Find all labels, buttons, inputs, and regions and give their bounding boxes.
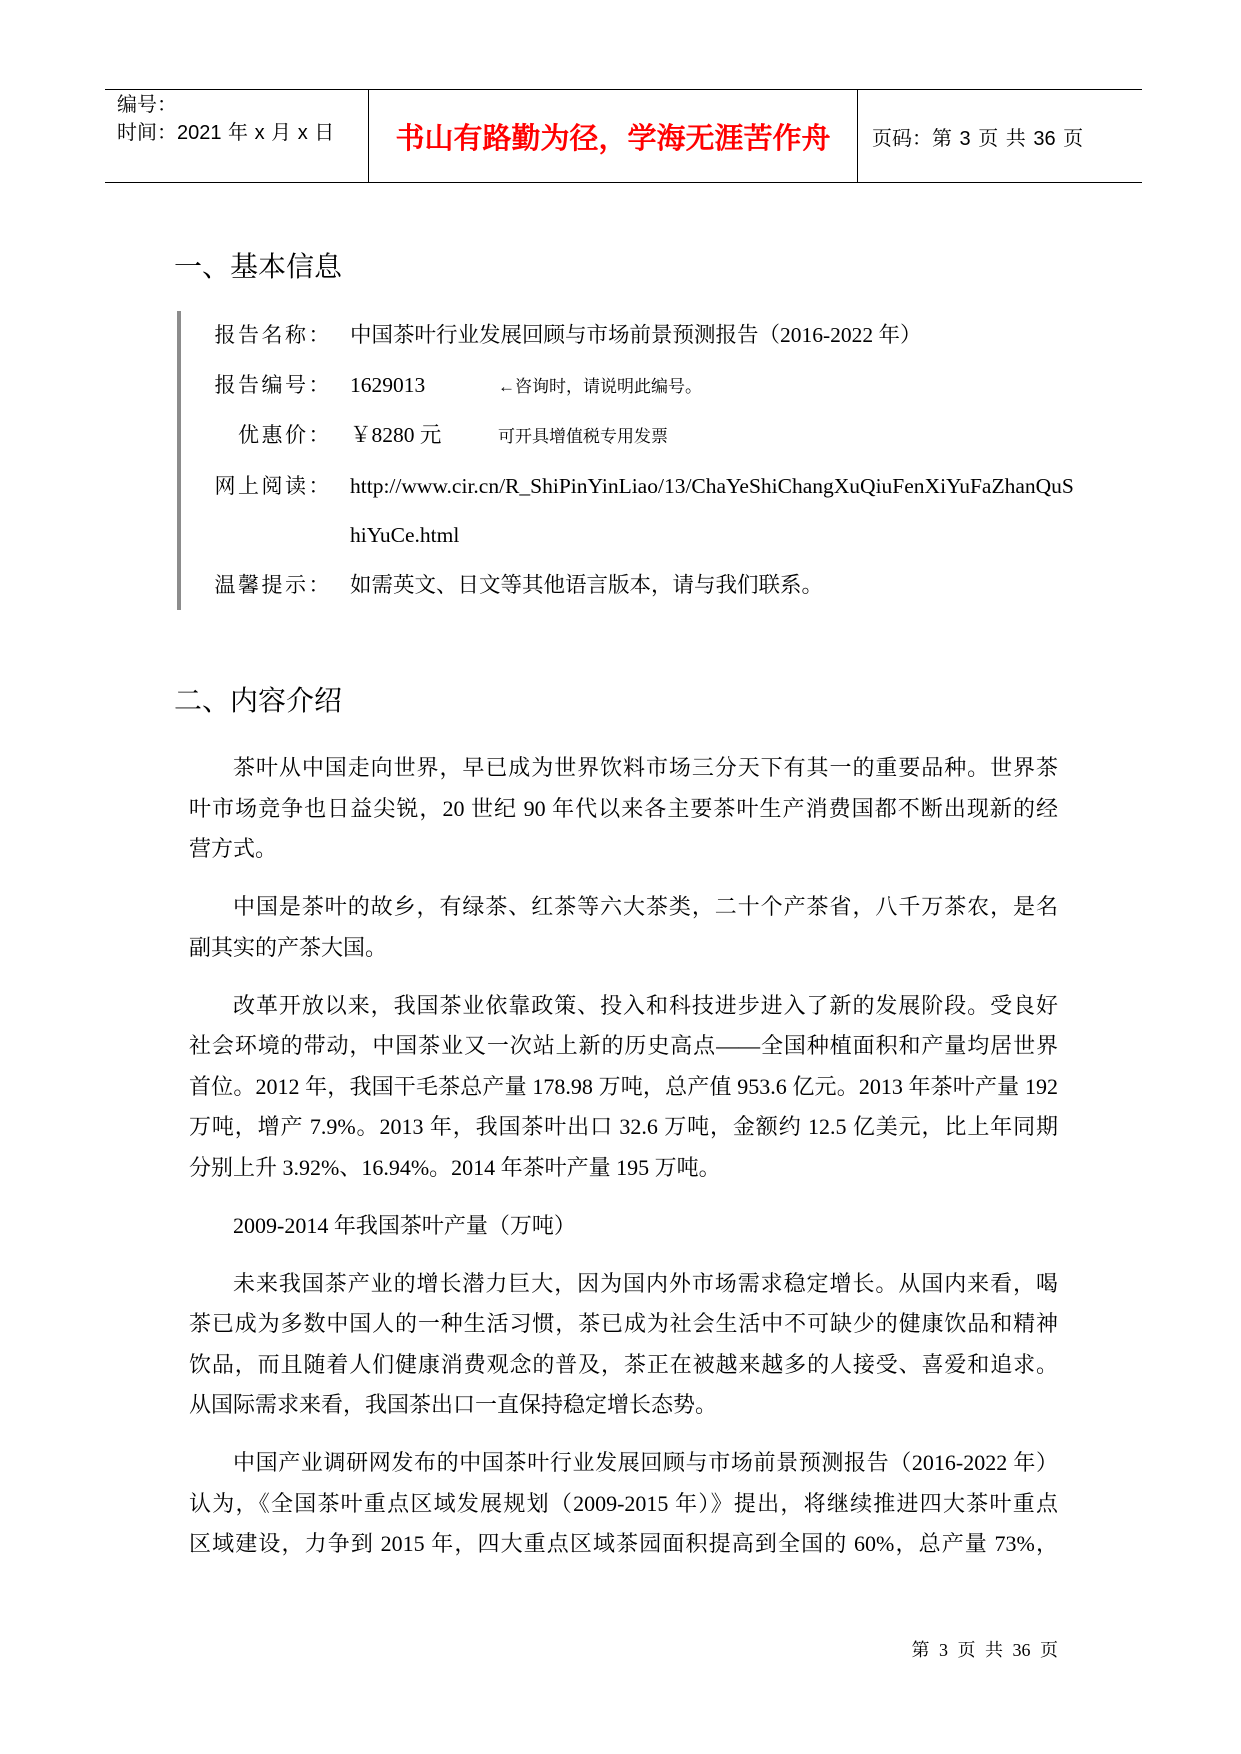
paragraph-line: 中国产业调研网发布的中国茶叶行业发展回顾与市场前景预测报告（2016-2022 年） <box>233 1450 1058 1475</box>
page-header <box>105 89 1142 183</box>
footer-page-number: 第 3 页 共 36 页 <box>911 1640 1058 1660</box>
paragraph-line: 茶已成为多数中国人的一种生活习惯，茶已成为社会生活中不可缺少的健康饮品和精神 <box>189 1311 1058 1336</box>
paragraph-line: 改革开放以来，我国茶业依靠政策、投入和科技进步进入了新的发展阶段。受良好 <box>233 992 1058 1018</box>
section-heading-content-intro: 二、内容介绍 <box>174 684 343 717</box>
info-label: 报告名称： <box>214 323 332 347</box>
info-row-report-id <box>181 361 1091 412</box>
paragraph-line: 茶叶从中国走向世界，早已成为世界饮料市场三分天下有其一的重要品种。世界茶 <box>233 755 1058 780</box>
doc-date: 时间：2021 年 x 月 x 日 <box>117 122 335 144</box>
info-value: ￥8280 元 <box>350 423 442 447</box>
header-page-cell <box>858 90 1142 182</box>
paragraph-line: 万吨，增产 7.9%。2013 年，我国茶叶出口 32.6 万吨，金额约 12.5 亿美元，比上年同期 <box>189 1114 1058 1139</box>
info-row-online-url <box>181 462 1091 561</box>
info-label: 报告编号： <box>214 372 332 397</box>
info-row-tip <box>181 561 1091 611</box>
info-row-price <box>181 411 1091 462</box>
info-value-cell <box>350 361 1082 412</box>
paragraph-line: 区域建设，力争到 2015 年，四大重点区域茶园面积提高到全国的 60%，总产量 73%， <box>189 1531 1058 1556</box>
paragraph-line: 未来我国茶产业的增长潜力巨大，因为国内外市场需求稳定增长。从国内来看，喝 <box>233 1270 1058 1296</box>
paragraph-line: 2009-2014 年我国茶叶产量（万吨） <box>233 1212 576 1238</box>
info-value-url: http://www.cir.cn/R_ShiPinYinLiao/13/ChaYeShiChangXuQiuFenXiYuFaZhanQuShiYuCe.html <box>350 473 1074 547</box>
paragraph-line: 副其实的产茶大国。 <box>189 934 388 960</box>
paragraph-line: 从国际需求来看，我国茶出口一直保持稳定增长态势。 <box>189 1392 718 1417</box>
paragraph-line: 叶市场竞争也日益尖锐，20 世纪 90 年代以来各主要茶叶生产消费国都不断出现新的经 <box>189 795 1058 821</box>
info-note: ←咨询时，请说明此编号。 <box>498 376 702 396</box>
header-page-code: 页码：第 3 页 共 36 页 <box>872 127 1084 150</box>
paragraph-line: 社会环境的带动，中国茶业又一次站上新的历史高点——全国种植面积和产量均居世界 <box>189 1033 1058 1058</box>
paragraph <box>189 1264 1058 1426</box>
info-value: 1629013 <box>350 372 426 397</box>
info-value: 如需英文、日文等其他语言版本，请与我们联系。 <box>350 572 824 597</box>
info-row-report-name <box>181 311 1091 361</box>
info-value-cell <box>350 411 1082 462</box>
info-note: 可开具增值税专用发票 <box>498 427 668 446</box>
info-value: 中国茶叶行业发展回顾与市场前景预测报告（2016-2022 年） <box>350 323 922 347</box>
paragraph <box>189 1443 1058 1565</box>
paragraph-line: 饮品，而且随着人们健康消费观念的普及，茶正在被越来越多的人接受、喜爱和追求。 <box>189 1351 1058 1377</box>
header-motto-cell <box>369 90 858 182</box>
paragraph-line: 中国是茶叶的故乡，有绿茶、红茶等六大茶类，二十个产茶省，八千万茶农，是名 <box>233 894 1058 919</box>
paragraph-line: 认为，《全国茶叶重点区域发展规划（2009-2015 年）》提出，将继续推进四大茶叶重点 <box>189 1490 1058 1516</box>
section-heading-basic-info: 一、基本信息 <box>174 250 343 283</box>
paragraph <box>189 986 1058 1189</box>
basic-info-block <box>177 311 1091 610</box>
doc-number-label: 编号： <box>117 94 177 116</box>
paragraph <box>189 887 1058 968</box>
paragraph-line: 分别上升 3.92%、16.94%。2014 年茶叶产量 195 万吨。 <box>189 1154 721 1180</box>
paragraph <box>189 748 1058 870</box>
info-label: 温馨提示： <box>214 572 332 597</box>
header-meta-cell <box>105 90 369 182</box>
paragraph <box>189 1206 1058 1247</box>
header-motto: 书山有路勤为径，学海无涯苦作舟 <box>395 122 831 155</box>
paragraph-line: 营方式。 <box>189 836 278 861</box>
paragraph-line: 首位。2012 年，我国干毛茶总产量 178.98 万吨，总产值 953.6 亿元。2013 年茶叶产量 192 <box>189 1073 1058 1099</box>
info-label: 网上阅读： <box>214 473 332 498</box>
intro-body <box>189 748 1058 1582</box>
info-label: 优惠价： <box>238 423 332 447</box>
